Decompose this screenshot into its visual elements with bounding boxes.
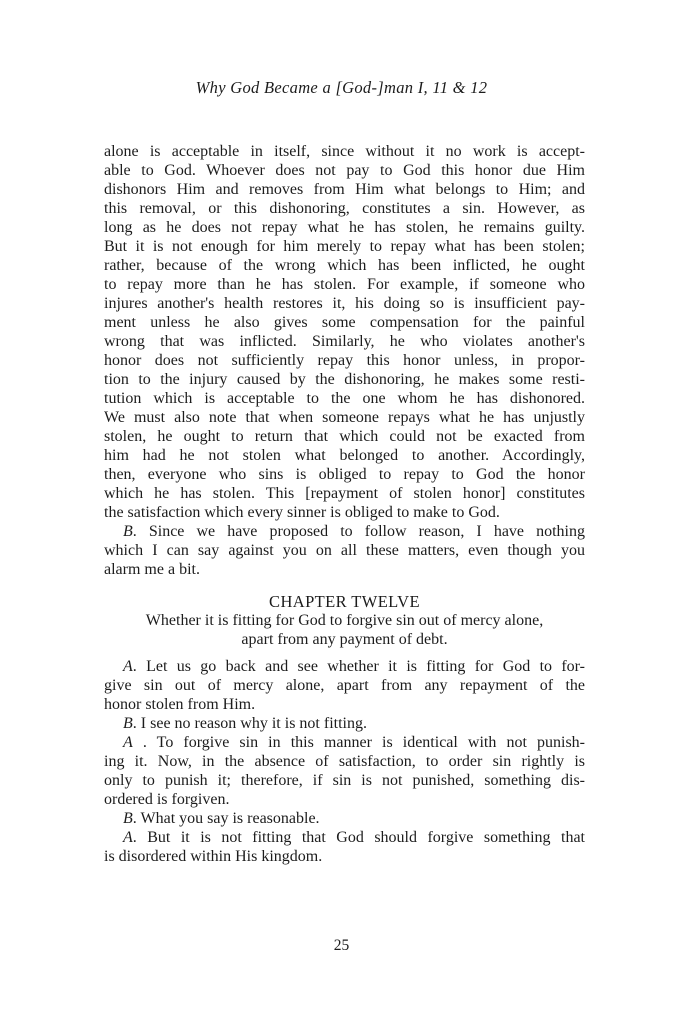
text-line: A. Let us go back and see whether it is fitting for God to for- (123, 658, 585, 675)
speaker-label: B (123, 715, 133, 732)
text-column (0, 142, 683, 866)
paragraph-speaker-a (104, 828, 585, 866)
text-line: ing it. Now, in the absence of satisfaction, to order sin rightly is (104, 753, 585, 770)
speaker-label: A (123, 734, 133, 751)
text-line: honor does not sufficiently repay this honor unless, in propor- (104, 352, 585, 369)
chapter-subtitle (104, 611, 585, 649)
text-line: rather, because of the wrong which has been inflicted, he ought (104, 257, 585, 274)
text-line: which I can say against you on all these matters, even though you (104, 542, 585, 559)
text-line: which he has stolen. This [repayment of stolen honor] constitutes (104, 485, 585, 502)
text-line: A . To forgive sin in this manner is identical with not punish- (123, 734, 585, 751)
text-line: able to God. Whoever does not pay to God this honor due Him (104, 162, 585, 179)
text-line: Whether it is fitting for God to forgive sin out of mercy alone, (145, 612, 544, 629)
speaker-label: A (123, 658, 133, 675)
paragraph-continuation (104, 142, 585, 522)
text-line: B. Since we have proposed to follow reason, I have nothing (123, 523, 585, 540)
paragraph-speaker-b (104, 522, 585, 579)
text-line: alone is acceptable in itself, since without it no work is accept- (104, 143, 585, 160)
text-line: tion to the injury caused by the dishonoring, he makes some resti- (104, 371, 585, 388)
speaker-label: B (123, 810, 133, 827)
text-line: B. What you say is reasonable. (123, 810, 320, 827)
text-line: stolen, he ought to return that which could not be exacted from (104, 428, 585, 445)
text-line: ordered is forgiven. (104, 791, 230, 808)
text-line: A. But it is not fitting that God should forgive something that (123, 829, 585, 846)
text-line: alarm me a bit. (104, 561, 200, 578)
text-line: is disordered within His kingdom. (104, 848, 323, 865)
page-number: 25 (333, 937, 350, 954)
text-line: ment unless he also gives some compensation for the painful (104, 314, 585, 331)
text-line: We must also note that when someone repays what he has unjustly (104, 409, 585, 426)
paragraph-speaker-b (104, 809, 585, 828)
paragraph-speaker-a (104, 733, 585, 809)
text-line: injures another's health restores it, his doing so is insufficient pay- (104, 295, 585, 312)
chapter-title: CHAPTER TWELVE (269, 592, 420, 611)
text-line: to repay more than he has stolen. For example, if someone who (104, 276, 585, 293)
text-line: But it is not enough for him merely to repay what has been stolen; (104, 238, 585, 255)
text-line: dishonors Him and removes from Him what belongs to Him; and (104, 181, 585, 198)
paragraph-speaker-b (104, 714, 585, 733)
speaker-label: B (123, 523, 133, 540)
text-line: him had he not stolen what belonged to another. Accordingly, (104, 447, 585, 464)
running-header: Why God Became a [God-]man I, 11 & 12 (195, 78, 488, 97)
text-line: this removal, or this dishonoring, constitutes a sin. However, as (104, 200, 585, 217)
text-line: give sin out of mercy alone, apart from any repayment of the (104, 677, 585, 694)
text-line: then, everyone who sins is obliged to repay to God the honor (104, 466, 585, 483)
speaker-label: A (123, 829, 133, 846)
text-line: tution which is acceptable to the one whom he has dishonored. (104, 390, 585, 407)
text-line: B. I see no reason why it is not fitting. (123, 715, 367, 732)
text-line: honor stolen from Him. (104, 696, 256, 713)
text-line: long as he does not repay what he has stolen, he remains guilty. (104, 219, 585, 236)
chapter-heading-block (104, 592, 585, 649)
text-line: wrong that was inflicted. Similarly, he who violates another's (104, 333, 585, 350)
paragraph-speaker-a (104, 657, 585, 714)
text-line: the satisfaction which every sinner is obliged to make to God. (104, 504, 500, 521)
text-line: apart from any payment of debt. (241, 631, 448, 648)
text-line: only to punish it; therefore, if sin is not punished, something dis- (104, 772, 585, 789)
